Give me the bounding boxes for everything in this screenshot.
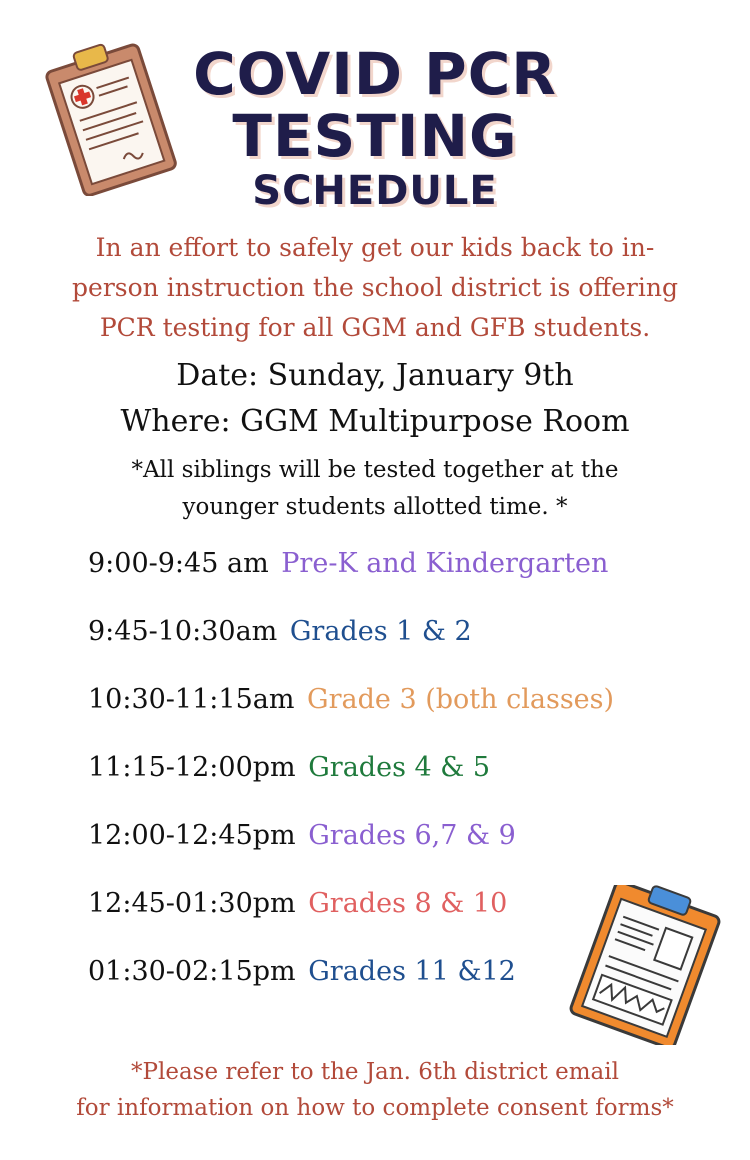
schedule-row (88, 548, 608, 579)
slot-group: Grades 1 & 2 (289, 616, 472, 647)
slot-time: 11:15-12:00pm (88, 752, 296, 783)
slot-group: Pre-K and Kindergarten (281, 548, 609, 579)
slot-time: 10:30-11:15am (88, 684, 295, 715)
slot-time: 9:00-9:45 am (88, 548, 269, 579)
schedule-row (88, 684, 614, 715)
schedule-row (88, 888, 507, 919)
slot-time: 01:30-02:15pm (88, 956, 296, 987)
chart-clipboard-icon (560, 885, 730, 1045)
slot-group: Grades 8 & 10 (308, 888, 508, 919)
event-location: Where: GGM Multipurpose Room (120, 404, 630, 439)
footer-line: for information on how to complete consent forms* (76, 1095, 674, 1121)
title-line-2: TESTING (232, 102, 518, 170)
slot-group: Grades 6,7 & 9 (308, 820, 516, 851)
title-line-1: COVID PCR (193, 40, 557, 108)
slot-time: 12:00-12:45pm (88, 820, 296, 851)
schedule-row (88, 616, 472, 647)
sibling-note (60, 452, 690, 526)
footer-line: *Please refer to the Jan. 6th district email (131, 1059, 619, 1085)
footer-note (20, 1054, 730, 1126)
event-date: Date: Sunday, January 9th (176, 358, 574, 393)
slot-group: Grades 4 & 5 (308, 752, 491, 783)
slot-group: Grades 11 &12 (308, 956, 516, 987)
schedule-row (88, 956, 516, 987)
title-line-3: SCHEDULE (252, 168, 498, 214)
slot-group: Grade 3 (both classes) (307, 684, 615, 715)
slot-time: 9:45-10:30am (88, 616, 278, 647)
intro-text (30, 228, 720, 348)
note-line: *All siblings will be tested together at the (131, 457, 619, 483)
schedule-row (88, 752, 490, 783)
slot-time: 12:45-01:30pm (88, 888, 296, 919)
note-line: younger students allotted time. * (182, 494, 568, 520)
schedule-row (88, 820, 516, 851)
intro-line: PCR testing for all GGM and GFB students. (99, 313, 651, 342)
intro-line: person instruction the school district is offering (72, 273, 678, 302)
intro-line: In an effort to safely get our kids back to in- (95, 233, 655, 262)
